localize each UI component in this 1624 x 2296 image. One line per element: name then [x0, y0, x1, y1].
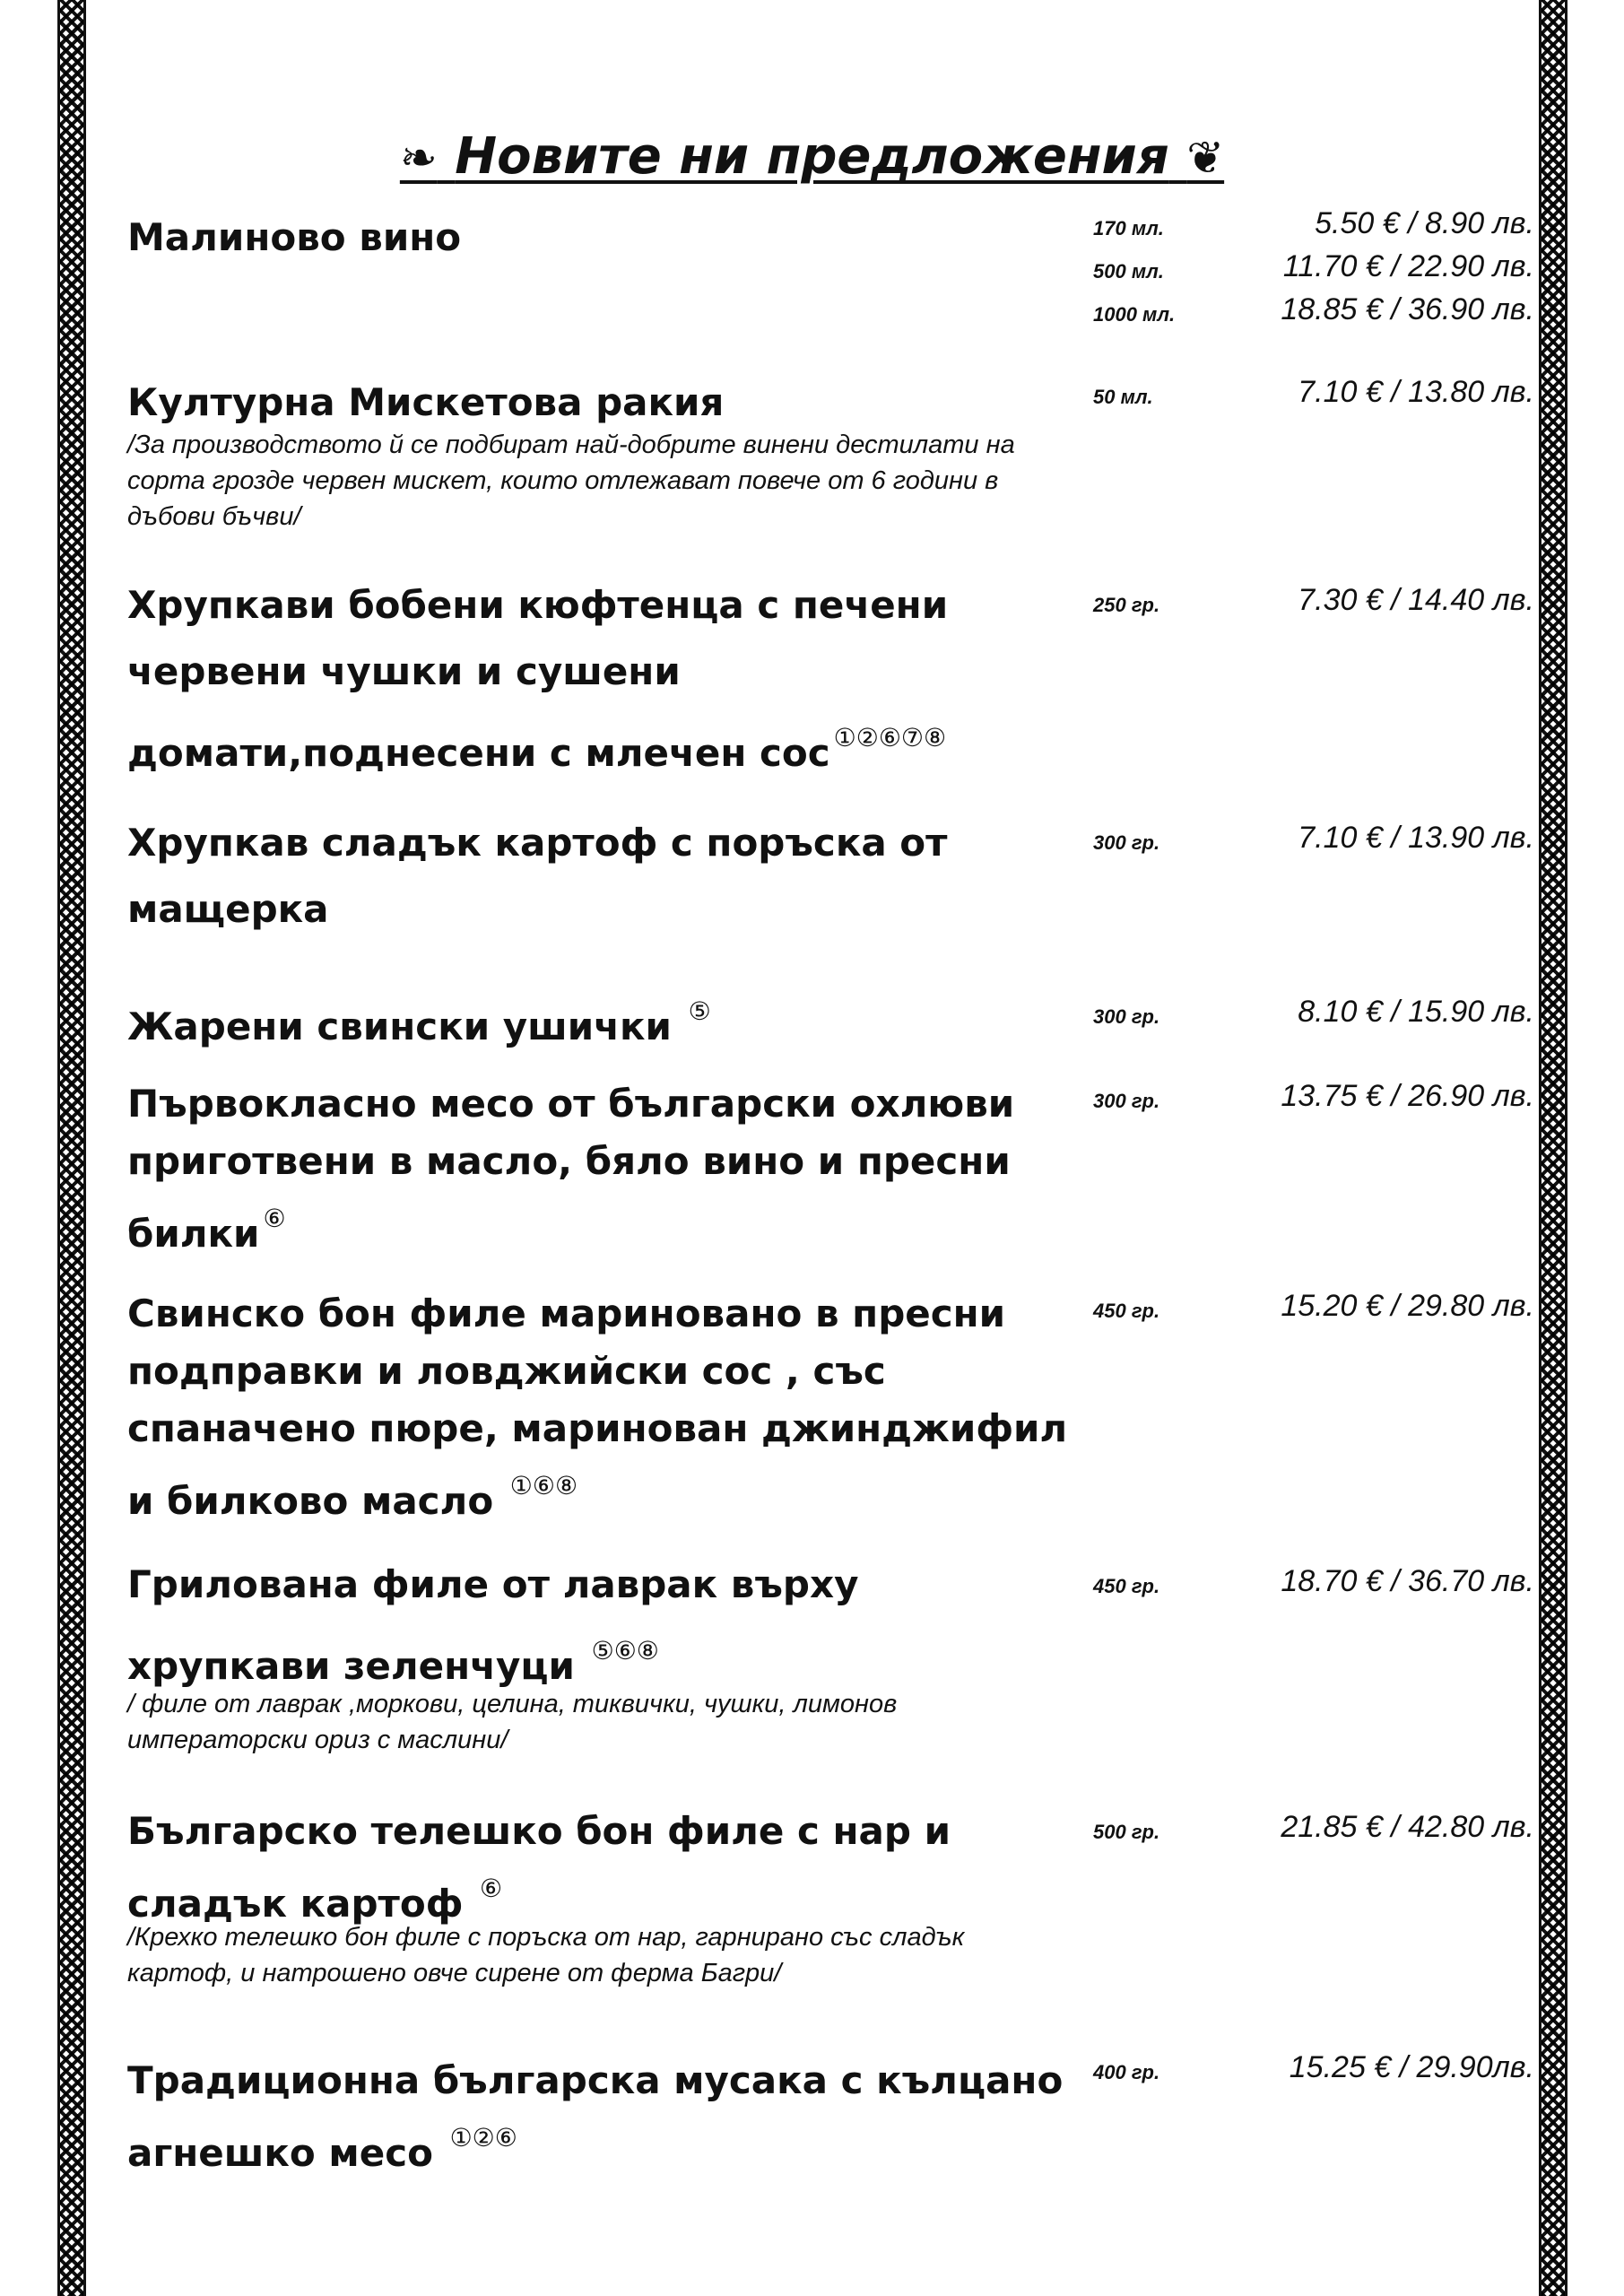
decorative-border-left	[57, 0, 86, 2296]
item-quantity: 450 гр.	[1093, 1575, 1160, 1597]
item-name	[127, 1075, 1069, 1263]
item-name-text: Грилована филе от лаврак върху хрупкави зеленчуци	[127, 1562, 859, 1688]
item-name	[127, 2052, 1069, 2182]
item-price: 18.70 € / 36.70 лв.	[1281, 1564, 1534, 1598]
item-name	[127, 978, 1069, 1060]
item-price: 7.10 € / 13.90 лв.	[1298, 821, 1534, 855]
page-title-text: Новите ни предложения	[455, 127, 1169, 186]
item-quantity: 400 гр.	[1093, 2061, 1160, 2083]
allergen-icons: ⑤⑥⑧	[591, 1636, 659, 1665]
allergen-icons: ⑥	[263, 1204, 286, 1233]
item-price: 7.30 € / 14.40 лв.	[1298, 583, 1534, 617]
item-name	[127, 1803, 1069, 1933]
item-name-text: Българско телешко бон филе с нар и сладък картоф	[127, 1809, 951, 1926]
item-price: 15.25 € / 29.90лв.	[1289, 2050, 1534, 2084]
item-name-text: Хрупкави бобени кюфтенца с печени червени чушки и сушени домати,поднесени с млечен сос	[127, 583, 949, 775]
item-quantity: 450 гр.	[1093, 1300, 1160, 1322]
item-name-text: Жарени свински ушички	[127, 1004, 672, 1048]
item-description: / филе от лаврак ,моркови, целина, тиквички, чушки, лимонов императорски ориз с маслини/	[127, 1690, 898, 1754]
item-quantity: 300 гр.	[1093, 1005, 1160, 1028]
item-quantity: 300 гр.	[1093, 831, 1160, 854]
allergen-icons: ①⑥⑧	[509, 1471, 578, 1500]
item-price: 13.75 € / 26.90 лв.	[1281, 1079, 1534, 1113]
item-price: 15.20 € / 29.80 лв.	[1281, 1289, 1534, 1323]
item-price: 7.10 € / 13.80 лв.	[1298, 375, 1534, 409]
item-name	[127, 572, 1069, 787]
item-price: 11.70 € / 22.90 лв.	[1282, 249, 1534, 283]
allergen-icons: ①②⑥	[449, 2123, 517, 2152]
allergen-icons: ⑥	[480, 1874, 503, 1903]
allergen-icons: ①②⑥⑦⑧	[833, 723, 947, 752]
item-quantity: 170 мл.	[1093, 217, 1164, 239]
item-price: 5.50 € / 8.90 лв.	[1315, 206, 1534, 240]
item-name-text: Свинско бон филе мариновано в пресни подправки и ловджийски сос , със спаначено пюре, маринован джинджифил и билково масло	[127, 1292, 1068, 1523]
item-price: 18.85 € / 36.90 лв.	[1281, 292, 1534, 326]
ornament-right-icon: ❦	[1186, 132, 1225, 184]
item-name-text: Първокласно месо от български охлюви приготвени в масло, бяло вино и пресни билки	[127, 1082, 1015, 1256]
item-description: /За производството й се подбират най-добрите винени дестилати на сорта грозде червен мискет, които отлежават повече от 6 години в дъбови бъчви/	[127, 430, 1015, 531]
item-quantity: 500 мл.	[1093, 260, 1164, 283]
ornament-left-icon: ❧	[399, 132, 438, 184]
item-quantity: 250 гр.	[1093, 594, 1160, 616]
item-name: Хрупкав сладък картоф с поръска от мащерка	[127, 821, 948, 931]
decorative-border-right	[1539, 0, 1568, 2296]
item-price: 8.10 € / 15.90 лв.	[1298, 995, 1534, 1029]
item-name: Културна Мискетова ракия	[127, 380, 725, 424]
item-quantity: 500 гр.	[1093, 1821, 1160, 1843]
allergen-icons: ⑤	[688, 996, 711, 1026]
item-quantity: 1000 мл.	[1093, 303, 1176, 326]
item-name: Малиново вино	[127, 215, 462, 259]
item-name-text: Традиционна българска мусака с кълцано агнешко месо	[127, 2058, 1064, 2175]
item-description: /Крехко телешко бон филе с поръска от нар, гарнирано със сладък картоф, и натрошено овче сирене от ферма Багри/	[127, 1923, 965, 1987]
page-title	[0, 127, 1624, 186]
item-quantity: 50 мл.	[1093, 386, 1153, 408]
item-price: 21.85 € / 42.80 лв.	[1281, 1810, 1534, 1844]
item-name	[127, 1552, 1069, 1700]
item-quantity: 300 гр.	[1093, 1090, 1160, 1112]
item-name	[127, 1285, 1069, 1530]
